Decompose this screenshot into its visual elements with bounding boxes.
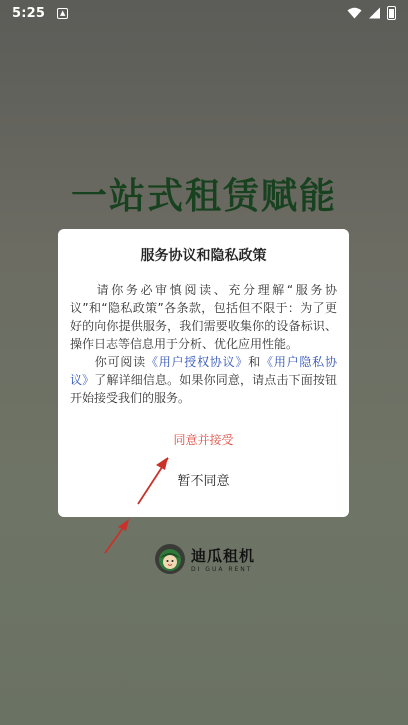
agree-button[interactable]: 同意并接受 — [173, 433, 234, 447]
battery-icon — [387, 6, 396, 20]
consent-dialog — [58, 229, 349, 517]
brand-name: 迪瓜租机 — [191, 547, 256, 565]
signal-icon — [368, 7, 381, 19]
paragraph-1-text: 请你务必审慎阅读、充分理解“服务协议”和“隐私政策”各条款，包括但不限于：为了更好的向你提供服务，我们需要收集你的设备标识、操作日志等信息用于分析、优化应用性能。 — [70, 283, 337, 351]
paragraph-2-and: 和 — [248, 355, 262, 369]
brand-logo — [155, 544, 255, 574]
dialog-body — [70, 281, 337, 407]
wifi-icon — [347, 7, 362, 19]
photo-notification-icon: ▲ — [57, 8, 68, 19]
brand-text — [191, 545, 255, 573]
brand-subtitle: DI GUA RENT — [191, 566, 253, 573]
status-icons — [347, 6, 396, 20]
arrow-annotation-upper — [134, 452, 174, 508]
dialog-paragraph-2 — [70, 353, 337, 407]
disagree-button[interactable]: 暂不同意 — [177, 474, 230, 489]
status-time: 5:25 — [12, 5, 46, 21]
paragraph-2-outro: 了解详细信息。如果你同意，请点击下面按钮开始接受我们的服务。 — [70, 373, 337, 405]
dialog-paragraph-1 — [70, 281, 337, 353]
status-bar — [0, 0, 408, 26]
paragraph-2-intro: 你可阅读 — [94, 355, 146, 369]
privacy-agreement-link[interactable]: 《用户隐私协议》 — [70, 355, 337, 387]
slogan: 一站式租赁赋能 — [70, 176, 337, 217]
user-auth-agreement-link[interactable]: 《用户授权协议》 — [145, 355, 249, 369]
arrow-annotation-lower — [102, 516, 132, 556]
dialog-title: 服务协议和隐私政策 — [140, 248, 267, 264]
watermelon-mascot-icon — [155, 544, 185, 574]
